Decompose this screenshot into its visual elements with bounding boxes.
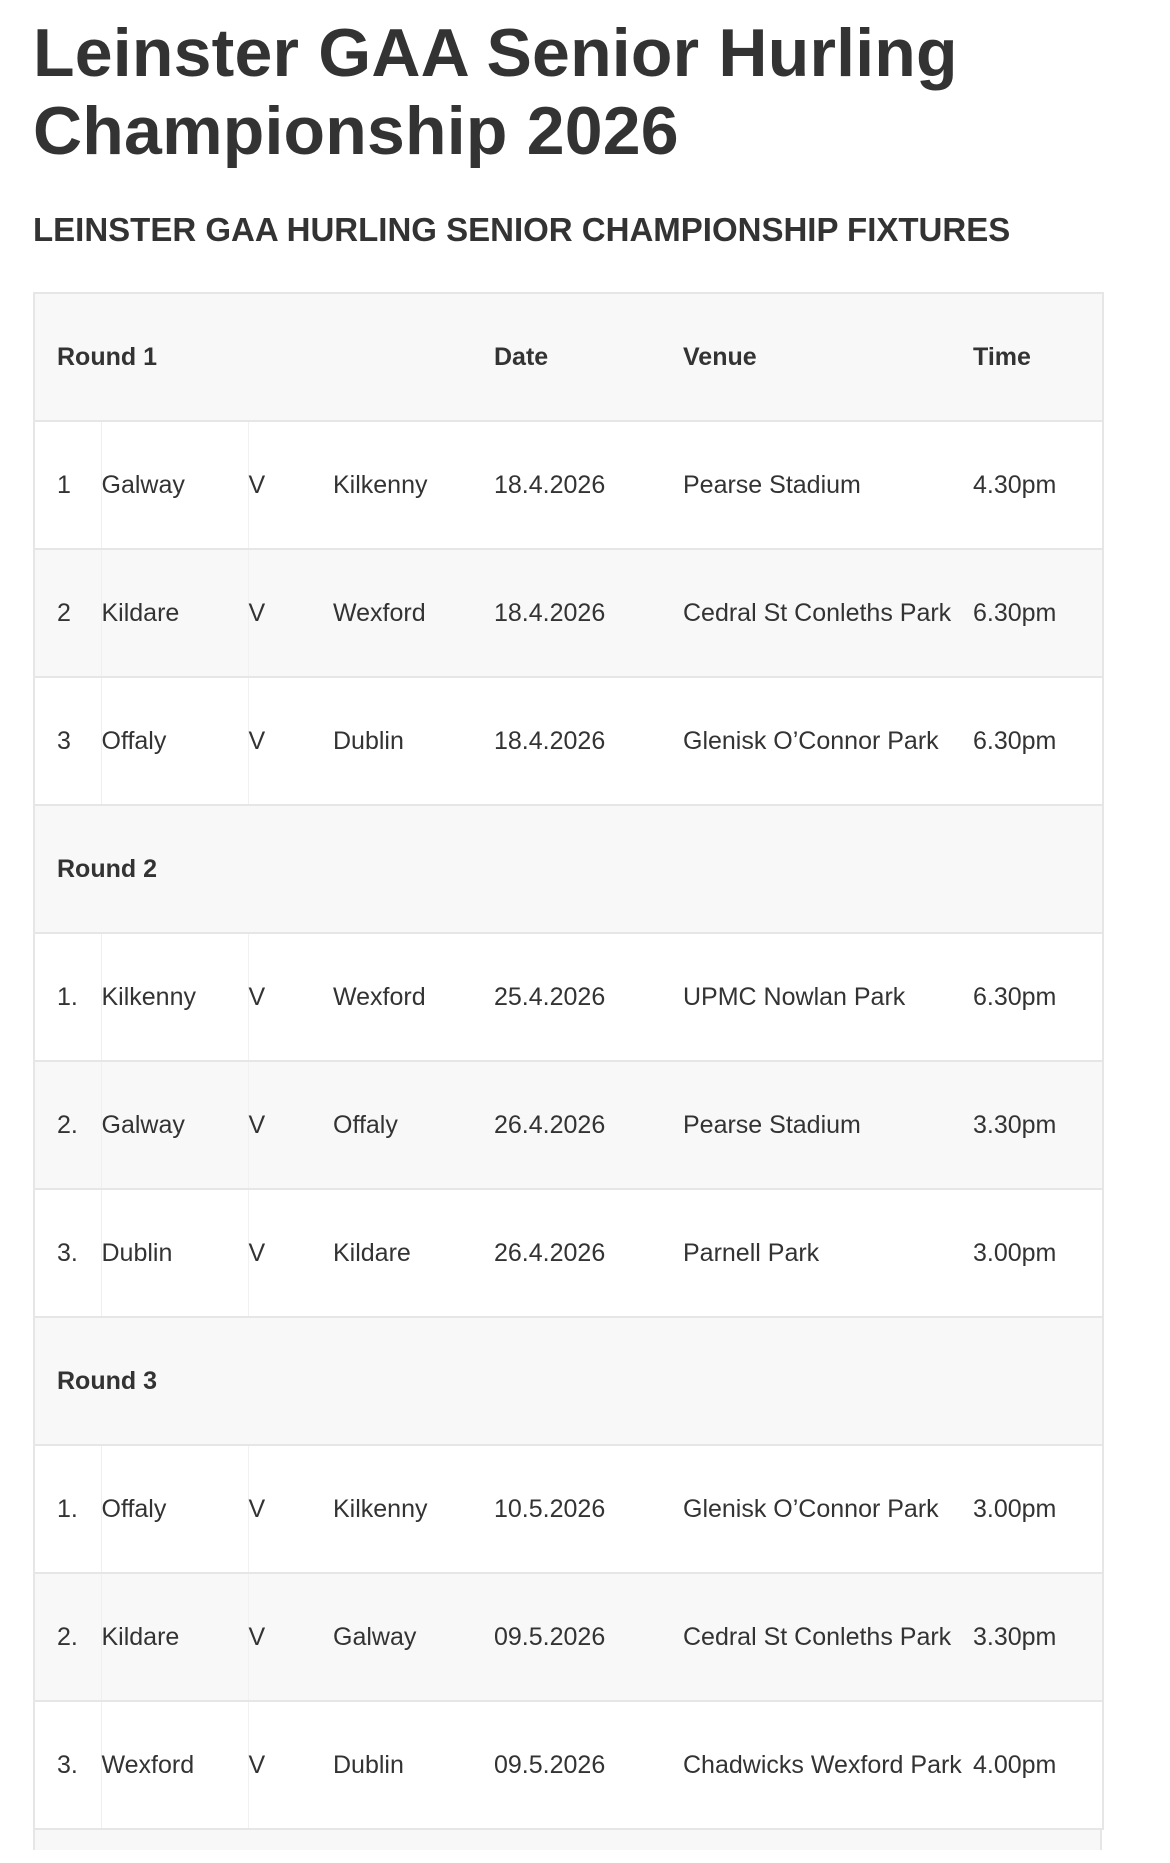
round-heading: Round 2 bbox=[34, 805, 1103, 933]
fixture-date: 26.4.2026 bbox=[494, 1061, 683, 1189]
table-row bbox=[34, 1189, 1103, 1317]
home-team: Galway bbox=[101, 421, 248, 549]
fixture-venue: Parnell Park bbox=[683, 1189, 973, 1317]
fixture-time: 6.30pm bbox=[973, 933, 1103, 1061]
versus: V bbox=[248, 1445, 333, 1573]
versus: V bbox=[248, 549, 333, 677]
home-team: Offaly bbox=[101, 677, 248, 805]
fixture-number: 2 bbox=[34, 549, 101, 677]
home-team: Galway bbox=[101, 1061, 248, 1189]
fixture-date: 18.4.2026 bbox=[494, 677, 683, 805]
fixture-date: 18.4.2026 bbox=[494, 421, 683, 549]
away-team: Kilkenny bbox=[333, 1445, 494, 1573]
round-heading: Round 1 bbox=[34, 293, 494, 421]
round-heading: Round 3 bbox=[34, 1317, 1103, 1445]
fixture-venue: Cedral St Conleths Park bbox=[683, 549, 973, 677]
fixture-number: 1 bbox=[34, 421, 101, 549]
table-row bbox=[34, 933, 1103, 1061]
date-header: Date bbox=[494, 293, 683, 421]
fixture-number: 3. bbox=[34, 1189, 101, 1317]
fixture-number: 3. bbox=[34, 1701, 101, 1829]
away-team: Dublin bbox=[333, 677, 494, 805]
home-team: Kilkenny bbox=[101, 933, 248, 1061]
fixtures-table bbox=[33, 292, 1104, 1830]
venue-header: Venue bbox=[683, 293, 973, 421]
home-team: Kildare bbox=[101, 549, 248, 677]
versus: V bbox=[248, 1701, 333, 1829]
away-team: Kilkenny bbox=[333, 421, 494, 549]
versus: V bbox=[248, 1061, 333, 1189]
table-row bbox=[34, 1061, 1103, 1189]
versus: V bbox=[248, 1189, 333, 1317]
table-row bbox=[34, 421, 1103, 549]
table-header-row bbox=[34, 293, 1103, 421]
fixture-time: 3.00pm bbox=[973, 1189, 1103, 1317]
fixture-venue: Glenisk O’Connor Park bbox=[683, 677, 973, 805]
table-row bbox=[34, 549, 1103, 677]
table-row bbox=[34, 1445, 1103, 1573]
fixture-number: 1. bbox=[34, 1445, 101, 1573]
away-team: Wexford bbox=[333, 933, 494, 1061]
away-team: Galway bbox=[333, 1573, 494, 1701]
away-team: Offaly bbox=[333, 1061, 494, 1189]
fixture-venue: Pearse Stadium bbox=[683, 421, 973, 549]
home-team: Wexford bbox=[101, 1701, 248, 1829]
fixture-date: 10.5.2026 bbox=[494, 1445, 683, 1573]
fixture-number: 1. bbox=[34, 933, 101, 1061]
fixture-number: 2. bbox=[34, 1061, 101, 1189]
fixture-time: 4.30pm bbox=[973, 421, 1103, 549]
fixture-time: 6.30pm bbox=[973, 549, 1103, 677]
away-team: Wexford bbox=[333, 549, 494, 677]
fixture-time: 3.30pm bbox=[973, 1573, 1103, 1701]
fixture-time: 3.30pm bbox=[973, 1061, 1103, 1189]
fixture-venue: Glenisk O’Connor Park bbox=[683, 1445, 973, 1573]
away-team: Kildare bbox=[333, 1189, 494, 1317]
time-header: Time bbox=[973, 293, 1103, 421]
away-team: Dublin bbox=[333, 1701, 494, 1829]
versus: V bbox=[248, 677, 333, 805]
fixture-time: 3.00pm bbox=[973, 1445, 1103, 1573]
page-title: Leinster GAA Senior Hurling Championship 2026 bbox=[33, 15, 958, 169]
fixture-venue: UPMC Nowlan Park bbox=[683, 933, 973, 1061]
fixture-date: 09.5.2026 bbox=[494, 1701, 683, 1829]
round-header-row bbox=[34, 805, 1103, 933]
fixture-time: 6.30pm bbox=[973, 677, 1103, 805]
home-team: Offaly bbox=[101, 1445, 248, 1573]
fixture-date: 18.4.2026 bbox=[494, 549, 683, 677]
versus: V bbox=[248, 1573, 333, 1701]
fixture-venue: Cedral St Conleths Park bbox=[683, 1573, 973, 1701]
versus: V bbox=[248, 933, 333, 1061]
table-row bbox=[34, 1701, 1103, 1829]
home-team: Dublin bbox=[101, 1189, 248, 1317]
fixture-date: 26.4.2026 bbox=[494, 1189, 683, 1317]
fixture-number: 3 bbox=[34, 677, 101, 805]
home-team: Kildare bbox=[101, 1573, 248, 1701]
table-row bbox=[34, 1573, 1103, 1701]
section-title: LEINSTER GAA HURLING SENIOR CHAMPIONSHIP FIXTURES bbox=[33, 211, 1011, 248]
fixture-number: 2. bbox=[34, 1573, 101, 1701]
round-header-row bbox=[34, 1317, 1103, 1445]
table-row bbox=[34, 677, 1103, 805]
table-row-partial bbox=[33, 1830, 1102, 1850]
versus: V bbox=[248, 421, 333, 549]
fixture-time: 4.00pm bbox=[973, 1701, 1103, 1829]
fixture-date: 25.4.2026 bbox=[494, 933, 683, 1061]
fixture-venue: Chadwicks Wexford Park bbox=[683, 1701, 973, 1829]
fixture-venue: Pearse Stadium bbox=[683, 1061, 973, 1189]
fixture-date: 09.5.2026 bbox=[494, 1573, 683, 1701]
